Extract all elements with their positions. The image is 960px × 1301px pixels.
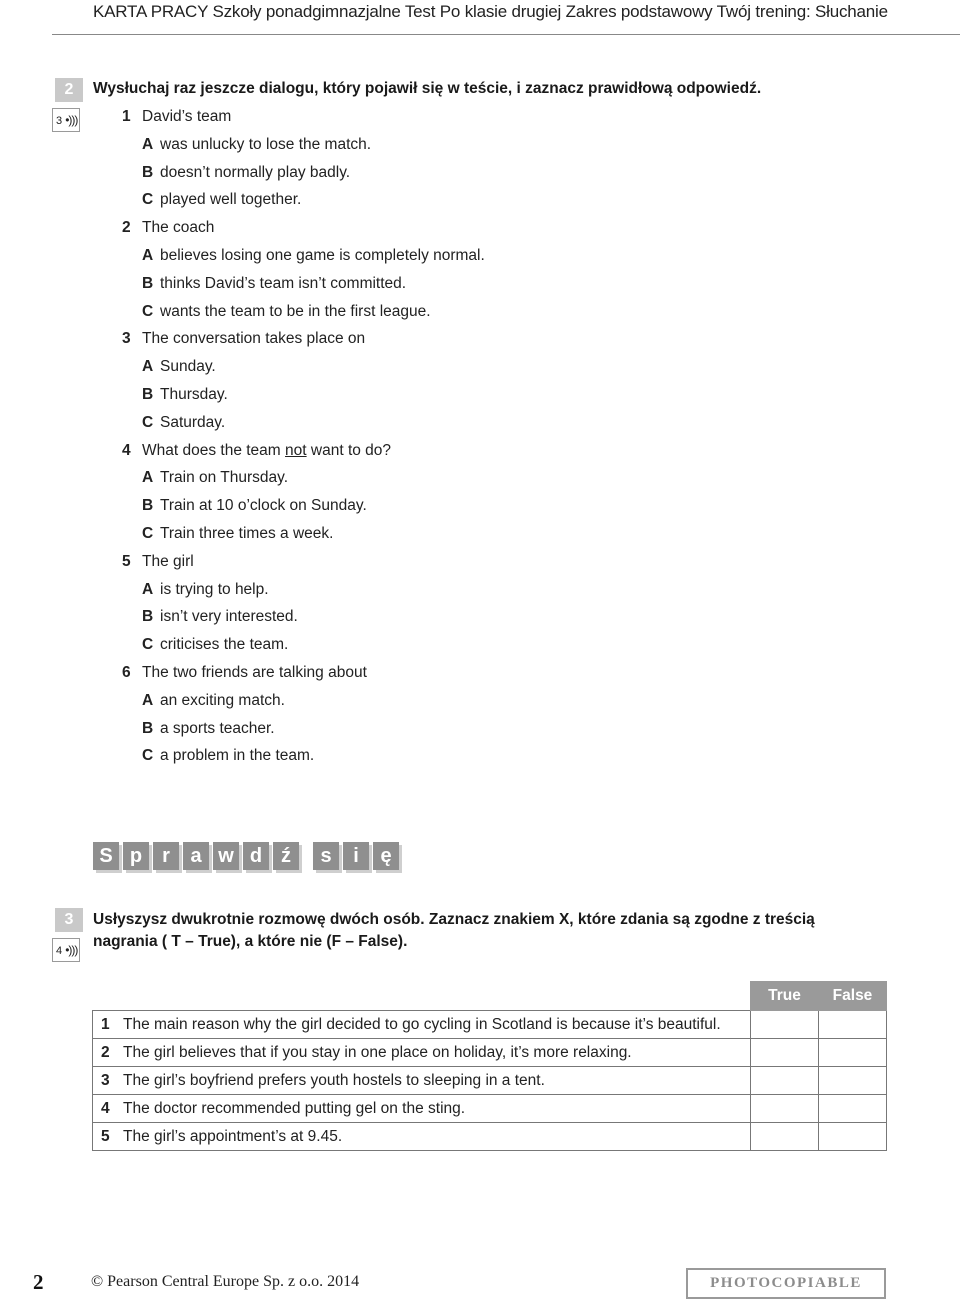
statement-number: 1	[101, 1016, 110, 1033]
option-letter: A	[142, 135, 154, 153]
option-text: believes losing one game is completely normal.	[160, 246, 485, 264]
option-text: isn’t very interested.	[160, 608, 298, 626]
option-letter: B	[142, 497, 154, 515]
answer-option[interactable]	[122, 273, 822, 301]
option-text: played well together.	[160, 191, 302, 209]
exercise-2-instruction: Wysłuchaj raz jeszcze dialogu, który pojawił się w teście, i zaznacz prawidłową odpowiedź.	[93, 80, 762, 97]
answer-option[interactable]	[122, 579, 822, 607]
statement-text: The girl’s boyfriend prefers youth hostels to sleeping in a tent.	[123, 1072, 545, 1089]
statement-text: The girl’s appointment’s at 9.45.	[123, 1128, 343, 1145]
answer-option[interactable]	[122, 189, 822, 217]
question-stem	[122, 328, 822, 356]
sound-waves-icon: •)))	[65, 943, 78, 957]
option-letter: A	[142, 469, 154, 487]
option-text: Train on Thursday.	[160, 469, 289, 487]
answer-option[interactable]	[122, 412, 822, 440]
banner-letter: ę	[373, 842, 399, 870]
header-divider	[52, 34, 960, 35]
option-letter: A	[142, 358, 154, 376]
statement-number: 4	[101, 1100, 110, 1117]
table-row	[93, 1123, 887, 1151]
option-text: Saturday.	[160, 413, 226, 431]
banner-letter: i	[343, 842, 369, 870]
audio-track-number: 3	[56, 115, 63, 127]
question-number: 1	[122, 108, 131, 125]
option-text: was unlucky to lose the match.	[160, 135, 372, 153]
option-letter: B	[142, 385, 154, 403]
statement-cell	[93, 1095, 751, 1123]
table-row	[93, 1067, 887, 1095]
false-answer-box[interactable]	[819, 1039, 887, 1067]
answer-option[interactable]	[122, 162, 822, 190]
option-text: a problem in the team.	[160, 747, 315, 765]
option-letter: A	[142, 580, 154, 598]
option-text: Thursday.	[160, 385, 228, 403]
statement-text: The main reason why the girl decided to go cycling in Scotland is because it’s beautiful.	[123, 1016, 721, 1033]
false-answer-box[interactable]	[819, 1095, 887, 1123]
statement-cell	[93, 1039, 751, 1067]
answer-option[interactable]	[122, 467, 822, 495]
statement-number: 3	[101, 1072, 110, 1089]
statement-cell	[93, 1123, 751, 1151]
option-letter: C	[142, 636, 154, 654]
question-text: David’s team	[142, 108, 232, 125]
option-letter: A	[142, 691, 154, 709]
audio-track-number: 4	[56, 945, 63, 957]
option-letter: A	[142, 246, 154, 264]
question-list	[122, 106, 822, 773]
sound-waves-icon: •)))	[65, 113, 78, 127]
answer-option[interactable]	[122, 245, 822, 273]
instruction-line: nagrania ( T – True), a które nie (F – False).	[93, 933, 408, 950]
statement-number: 5	[101, 1128, 110, 1145]
option-text: is trying to help.	[160, 580, 269, 598]
option-text: criticises the team.	[160, 636, 289, 654]
exercise-3-number: 3	[55, 908, 83, 932]
question-stem	[122, 106, 822, 134]
question-stem	[122, 551, 822, 579]
question-number: 3	[122, 330, 131, 348]
audio-track-icon	[52, 938, 80, 962]
true-answer-box[interactable]	[751, 1039, 819, 1067]
true-answer-box[interactable]	[751, 1123, 819, 1151]
exercise-2-number: 2	[55, 78, 83, 102]
statement-text: The girl believes that if you stay in one place on holiday, it’s more relaxing.	[123, 1044, 632, 1061]
banner-letter: p	[123, 842, 149, 870]
instruction-line: Usłyszysz dwukrotnie rozmowę dwóch osób. Zaznacz znakiem X, które zdania są zgodne z treścią	[93, 911, 815, 928]
answer-option[interactable]	[122, 384, 822, 412]
option-text: Train three times a week.	[160, 524, 334, 542]
option-letter: C	[142, 413, 154, 431]
answer-option[interactable]	[122, 606, 822, 634]
option-text: wants the team to be in the first league.	[160, 302, 431, 320]
option-text: Train at 10 o’clock on Sunday.	[160, 497, 367, 515]
true-false-table	[92, 981, 887, 1151]
question-text: The conversation takes place on	[142, 330, 366, 348]
answer-option[interactable]	[122, 690, 822, 718]
option-letter: C	[142, 747, 154, 765]
question-text: The coach	[142, 219, 215, 237]
option-letter: B	[142, 274, 154, 292]
statement-number: 2	[101, 1044, 110, 1061]
banner-letter: s	[313, 842, 339, 870]
table-row	[93, 1095, 887, 1123]
question-number: 6	[122, 663, 131, 681]
false-answer-box[interactable]	[819, 1067, 887, 1095]
option-text: an exciting match.	[160, 691, 285, 709]
banner-letter: S	[93, 842, 119, 870]
option-letter: C	[142, 302, 154, 320]
question-text-underlined: not	[285, 441, 307, 459]
option-text: doesn’t normally play badly.	[160, 163, 351, 181]
question-number: 2	[122, 219, 131, 237]
answer-option[interactable]	[122, 523, 822, 551]
page-footer	[0, 1268, 960, 1301]
page-header	[0, 0, 960, 40]
column-header-false: False	[819, 982, 887, 1011]
banner-letter: ź	[273, 842, 299, 870]
option-text: a sports teacher.	[160, 719, 275, 737]
option-text: thinks David’s team isn’t committed.	[160, 274, 407, 292]
option-text: Sunday.	[160, 358, 216, 376]
answer-option[interactable]	[122, 745, 822, 773]
answer-option[interactable]	[122, 356, 822, 384]
option-letter: B	[142, 719, 154, 737]
question-number: 4	[122, 441, 131, 459]
statement-cell	[93, 1067, 751, 1095]
answer-option[interactable]	[122, 134, 822, 162]
question-text-end: want to do?	[306, 441, 392, 459]
answer-option[interactable]	[122, 495, 822, 523]
false-answer-box[interactable]	[819, 1123, 887, 1151]
question-stem	[122, 217, 822, 245]
answer-option[interactable]	[122, 718, 822, 746]
table-row	[93, 1011, 887, 1039]
false-answer-box[interactable]	[819, 1011, 887, 1039]
photocopiable-label: PHOTOCOPIABLE	[686, 1268, 886, 1299]
answer-option[interactable]	[122, 301, 822, 329]
true-answer-box[interactable]	[751, 1095, 819, 1123]
column-header-true: True	[751, 982, 819, 1011]
question-text: What does the team	[142, 441, 286, 459]
option-letter: C	[142, 191, 154, 209]
page-number: 2	[33, 1270, 44, 1294]
true-answer-box[interactable]	[751, 1011, 819, 1039]
question-stem	[122, 440, 822, 468]
option-letter: B	[142, 163, 154, 181]
header-title: KARTA PRACY Szkoły ponadgimnazjalne Test Po klasie drugiej Zakres podstawowy Twój trening: Słuchanie	[93, 2, 888, 21]
banner-letter: w	[213, 842, 239, 870]
answer-option[interactable]	[122, 634, 822, 662]
option-letter: C	[142, 524, 154, 542]
banner-letter: d	[243, 842, 269, 870]
exercise-3-instruction	[93, 909, 815, 953]
question-text: The two friends are talking about	[142, 663, 367, 681]
copyright-text: © Pearson Central Europe Sp. z o.o. 2014	[91, 1273, 360, 1290]
statement-cell	[93, 1011, 751, 1039]
audio-track-icon	[52, 108, 80, 132]
question-text: The girl	[142, 552, 194, 570]
banner-letter: a	[183, 842, 209, 870]
banner-letter: r	[153, 842, 179, 870]
table-row	[93, 1039, 887, 1067]
question-stem	[122, 662, 822, 690]
statement-text: The doctor recommended putting gel on the sting.	[123, 1100, 466, 1117]
true-answer-box[interactable]	[751, 1067, 819, 1095]
option-letter: B	[142, 608, 154, 626]
question-number: 5	[122, 552, 131, 570]
